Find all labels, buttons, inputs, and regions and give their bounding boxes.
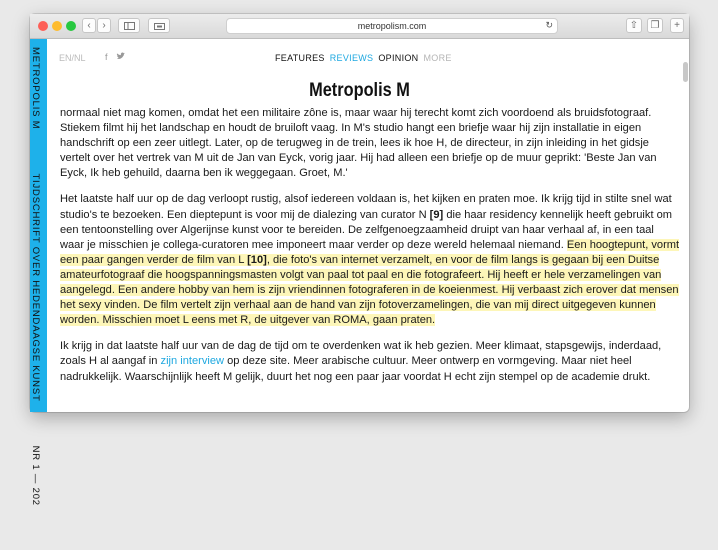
paragraph xyxy=(60,192,680,328)
tabs-icon: ❐ xyxy=(650,20,660,31)
nav-reviews[interactable]: REVIEWS xyxy=(329,53,374,63)
share-icon: ⇧ xyxy=(629,20,639,31)
close-window-button[interactable] xyxy=(38,21,48,31)
chevron-right-icon: › xyxy=(102,20,106,31)
facebook-icon[interactable]: f xyxy=(105,52,108,62)
chevron-left-icon: ‹ xyxy=(87,20,91,31)
highlighted-text xyxy=(60,239,679,326)
paragraph: normaal niet mag komen, omdat het een militaire zône is, maar waar hij terecht komt zich voordoend als bruidsfotograaf. Stiekem filmt hij het landschap en houdt de bruiloft vaag. In M's studio hangt een briefje waar hij zijn installatie in eigen handschrift op een zeer uitlegt. Later, op de terugweg in de trein, lees ik hoe H, de directeur, in zijn inleiding in het gidsje vertelt over het vertrek van M uit de Jan van Eyck, vorig jaar. Hij had alleen een briefje op de muur geprikt: 'Beste Jan van Eyck, Ik heb gehuild, daarna ben ik weggegaan. Groet, M.' xyxy=(60,107,657,180)
nav-more[interactable]: MORE xyxy=(423,53,452,63)
footnote-ref-9[interactable]: [9] xyxy=(429,208,444,221)
article-body xyxy=(60,106,680,396)
banner-subtitle: TIJDSCHRIFT OVER HEDENDAAGSE KUNST xyxy=(30,173,41,402)
url-text[interactable]: metropolism.com xyxy=(357,21,427,31)
footnote-ref-10[interactable]: [10] xyxy=(247,253,267,266)
banner-issue: NR 1 — 202 xyxy=(30,445,41,506)
side-banner-text xyxy=(30,47,41,550)
maximize-window-button[interactable] xyxy=(66,21,76,31)
minimize-window-button[interactable] xyxy=(52,21,62,31)
interview-link[interactable]: zijn interview xyxy=(160,355,225,368)
twitter-icon[interactable] xyxy=(116,52,125,61)
page-title[interactable]: Metropolis M xyxy=(309,80,410,101)
browser-toolbar xyxy=(30,14,689,39)
language-switch[interactable]: EN/NL xyxy=(59,53,86,63)
text-run: die haar residency kennelijk heeft gebruikt om een tentoonstelling over Algerijnse kunst voor te bereiden. De zelfgenoegzaamheid druipt van haar verhaal af, in een taal waar je misschien je collega-curatoren mee imponeert maar verder op deze wereld helemaal niemand. xyxy=(60,208,673,251)
tab-overview-icon xyxy=(154,22,165,30)
tabs-button[interactable] xyxy=(647,18,663,33)
share-button[interactable] xyxy=(626,18,642,33)
text-run: Ik krijg in dat laatste half uur van de dag de tijd om te overdenken wat ik heb gezien. Meer klimaat, stapsgewijs, inderdaad, zoals H al aangaf in xyxy=(60,340,662,368)
back-button[interactable] xyxy=(82,18,96,33)
text-run: Het laatste half uur op de dag verloopt rustig, alsof iedereen voldaan is, het kijken en praten moe. Ik krijg tijd in stilte snel wat studio's te bezoeken. Een dieptepunt is voor mij de dialezing van curator N xyxy=(60,193,672,221)
text-run: , die foto's van internet verzamelt, en voor de film langs is gegaan bij een Duitse amateurfotograaf die hoogspanningsmasten volgt van paal tot paal en die fotografeert. Hij heeft er hele verzamelingen van aangelegd. Een andere hobby van hem is zijn vriendinnen fotograferen in de koeienmest. Hij verbaast zich erover dat mensen het sexy vinden. De film vertelt zijn verhaal aan de hand van zijn fotoverzamelingen, die van mij direct uitgegeven kunnen worden. Misschien moet L eens met R, de uitgever van ROMA, gaan praten. xyxy=(60,253,679,327)
forward-button[interactable] xyxy=(97,18,111,33)
scrollbar-thumb[interactable] xyxy=(683,62,688,82)
social-links xyxy=(105,52,125,62)
nav-opinion[interactable]: OPINION xyxy=(378,53,419,63)
banner-brand[interactable]: METROPOLIS M xyxy=(30,47,41,130)
browser-window xyxy=(30,14,689,506)
reload-icon[interactable]: ↻ xyxy=(545,20,553,30)
address-bar[interactable] xyxy=(226,18,558,34)
paragraph xyxy=(60,339,680,384)
sidebar-icon xyxy=(124,22,135,30)
share-tab-button[interactable] xyxy=(148,18,170,33)
main-nav xyxy=(275,53,452,63)
plus-icon: + xyxy=(674,20,680,31)
nav-features[interactable]: FEATURES xyxy=(275,53,325,63)
text-run: op deze site. Meer arabische cultuur. Meer ontwerp en vormgeving. Maar niet heel nadrukkelijk. Waarschijnlijk heeft M gelijk, duurt het nog een paar jaar voordat H echt zijn stempel op de academie drukt. xyxy=(60,355,651,383)
text-run: Een hoogtepunt, vormt een paar gangen verder de film van L xyxy=(60,238,680,266)
sidebar-toggle-button[interactable] xyxy=(118,18,140,33)
side-banner xyxy=(30,39,47,506)
new-tab-button[interactable] xyxy=(670,18,684,33)
